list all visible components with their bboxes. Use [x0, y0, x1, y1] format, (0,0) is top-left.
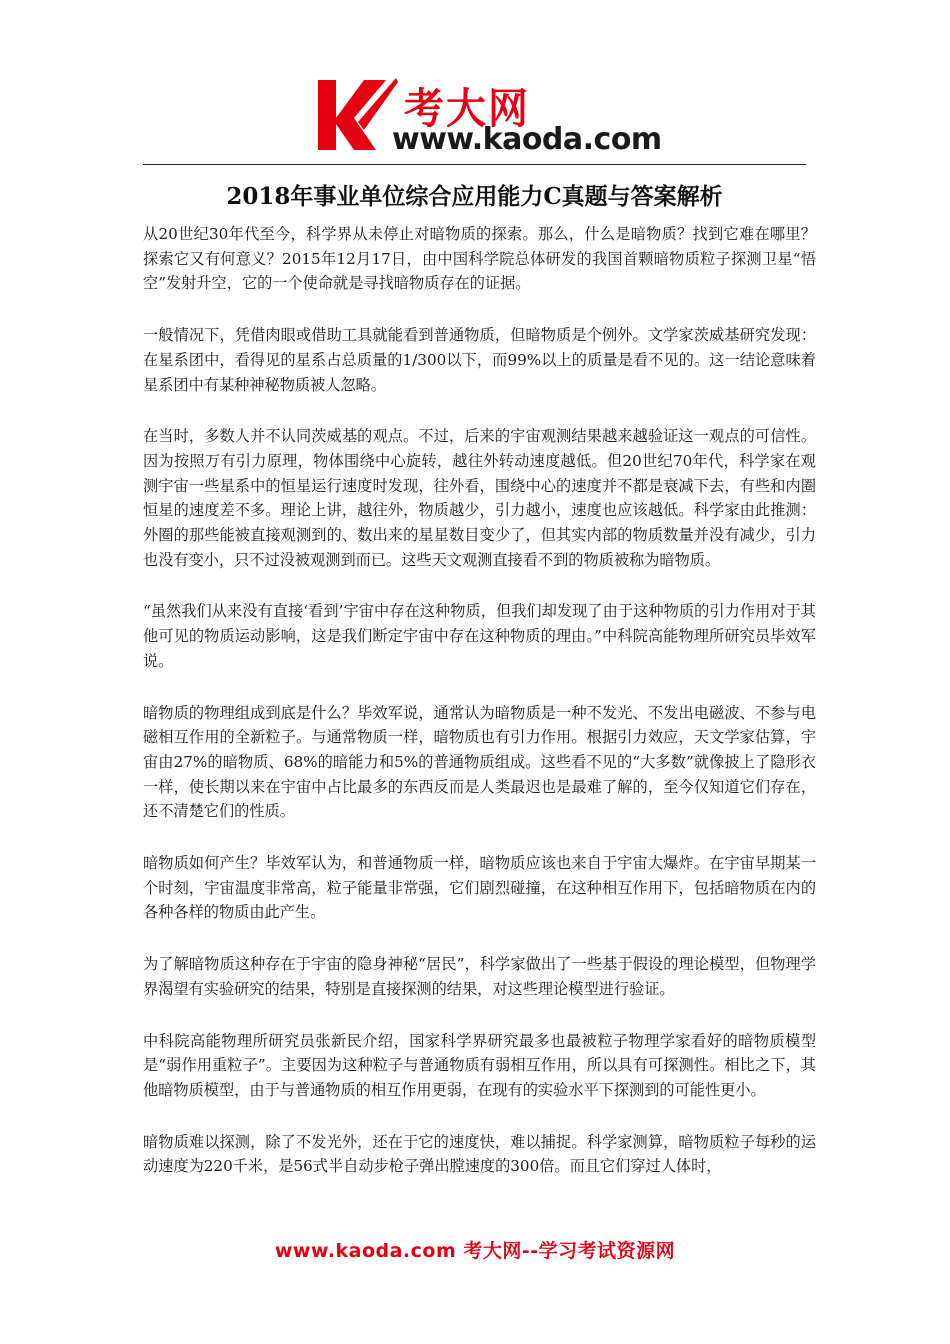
- paragraph: 暗物质的物理组成到底是什么？毕效军说，通常认为暗物质是一种不发光、不发出电磁波、不参与电磁相互作用的全新粒子。与通常物质一样，暗物质也有引力作用。根据引力效应，天文学家估算，宇宙由27%的暗物质、68%的暗能力和5%的普通物质组成。这些看不见的“大多数”就像披上了隐形衣一样，使长期以来在宇宙中占比最多的东西反而是人类最迟也是最难了解的，至今仅知道它们存在，还不清楚它们的性质。: [143, 703, 816, 821]
- paragraph: 暗物质难以探测，除了不发光外，还在于它的速度快，难以捕捉。科学家测算，暗物质粒子每秒的运动速度为220千米，是56式半自动步枪子弹出膛速度的300倍。而且它们穿过人体时，: [143, 1132, 816, 1176]
- paragraph: 为了解暗物质这种存在于宇宙的隐身神秘“居民”，科学家做出了一些基于假设的理论模型，但物理学界渴望有实验研究的结果，特别是直接探测的结果，对这些理论模型进行验证。: [143, 955, 816, 998]
- paragraph: “虽然我们从来没有直接‘看到’宇宙中存在这种物质，但我们却发现了由于这种物质的引力作用对于其他可见的物质运动影响，这是我们断定宇宙中存在这种物质的理由。”中科院高能物理所研究员毕效军说。: [143, 602, 816, 670]
- logo-url-text: www.kaoda.com: [392, 122, 662, 157]
- document-body: [143, 222, 816, 1206]
- header-divider: [143, 164, 806, 165]
- kaoda-logo: [318, 78, 662, 158]
- paragraph: 一般情况下，凭借肉眼或借助工具就能看到普通物质，但暗物质是个例外。文学家茨威基研究发现：在星系团中，看得见的星系占总质量的1/300以下，而99%以上的质量是看不见的。这一结论意味着星系团中有某种神秘物质被人忽略。: [143, 326, 816, 394]
- document-title: 2018年事业单位综合应用能力C真题与答案解析: [226, 183, 723, 210]
- paragraph: 从20世纪30年代至今，科学界从未停止对暗物质的探索。那么，什么是暗物质？找到它难在哪里？探索它又有何意义？2015年12月17日，由中国科学院总体研发的我国首颗暗物质粒子探测卫星“悟空”发射升空，它的一个使命就是寻找暗物质存在的证据。: [143, 225, 816, 293]
- paragraph: 在当时，多数人并不认同茨威基的观点。不过，后来的宇宙观测结果越来越验证这一观点的可信性。因为按照万有引力原理，物体围绕中心旋转，越往外转动速度越低。但20世纪70年代，科学家在观测宇宙一些星系中的恒星运行速度时发现，往外看，围绕中心的速度并不都是衰减下去，有些和内圈恒星的速度差不多。理论上讲，越往外，物质越少，引力越小，速度也应该越低。科学家由此推测：外圈的那些能被直接观测到的、数出来的星星数目变少了，但其实内部的物质数量并没有减少，引力也没有变小，只不过没被观测到而已。这些天文观测直接看不到的物质被称为暗物质。: [143, 427, 816, 569]
- paragraph: 暗物质如何产生？毕效军认为，和普通物质一样，暗物质应该也来自于宇宙大爆炸。在宇宙早期某一个时刻，宇宙温度非常高，粒子能量非常强，它们剧烈碰撞，在这种相互作用下，包括暗物质在内的各种各样的物质由此产生。: [143, 854, 816, 922]
- k-logo-icon: [318, 78, 398, 158]
- footer-link[interactable]: www.kaoda.com 考大网--学习考试资源网: [274, 1240, 676, 1262]
- paragraph: 中科院高能物理所研究员张新民介绍，国家科学界研究最多也最被粒子物理学家看好的暗物质模型是“弱作用重粒子”。主要因为这种粒子与普通物质有弱相互作用，所以具有可探测性。相比之下，其他暗物质模型，由于与普通物质的相互作用更弱，在现有的实验水平下探测到的可能性更小。: [143, 1031, 816, 1099]
- logo-chinese-text: 考大网: [404, 85, 530, 134]
